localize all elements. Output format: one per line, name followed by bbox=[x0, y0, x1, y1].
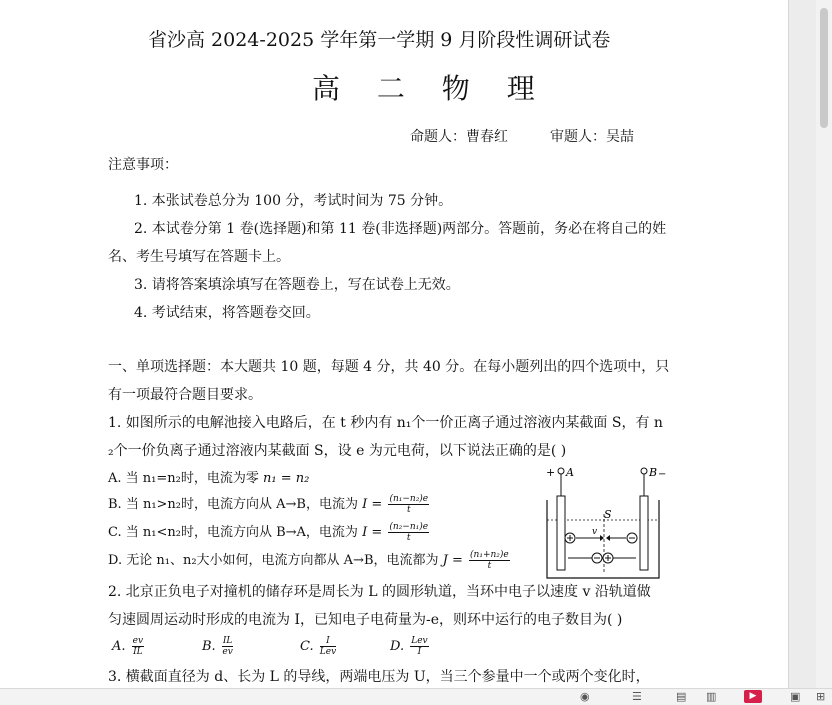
section1-line2: 有一项最符合题目要求。 bbox=[108, 387, 262, 403]
authors-line: 命题人：曹春红 审题人：吴喆 bbox=[410, 129, 634, 145]
q1-stem-line2: ₂个一价负离子通过溶液内某截面 S，设 e 为元电荷，以下说法正确的是( ) bbox=[108, 443, 567, 459]
q1-option-c-den: t bbox=[406, 533, 411, 543]
q3-stem-line1: 3. 横截面直径为 d、长为 L 的导线，两端电压为 U，当三个参量中一个或两个变化时， bbox=[108, 669, 650, 685]
read-view-icon[interactable]: ▤ bbox=[676, 690, 687, 703]
figure-minus-sign: − bbox=[658, 469, 666, 480]
figure-label-s: S bbox=[604, 508, 612, 521]
terminal-b-icon bbox=[641, 468, 647, 474]
q1-option-a-math: n₁ = n₂ bbox=[263, 471, 310, 486]
q1-stem-line1: 1. 如图所示的电解池接入电路后，在 t 秒内有 n₁个一价正离子通过溶液内某截面 S，有 n bbox=[108, 415, 663, 431]
electrode-b bbox=[640, 496, 648, 570]
exam-title: 省沙高 2024-2025 学年第一学期 9 月阶段性调研试卷 bbox=[148, 29, 611, 51]
q2-option-a-fraction bbox=[132, 636, 144, 657]
q2-option-a-num: ev bbox=[132, 636, 144, 646]
q1-option-d[interactable] bbox=[108, 550, 510, 571]
q1-option-b[interactable] bbox=[108, 494, 429, 515]
terminal-a-icon bbox=[558, 468, 564, 474]
q2-stem-line2: 匀速圆周运动时形成的电流为 I，已知电子电荷量为-e，则环中运行的电子数目为( ) bbox=[108, 612, 623, 628]
electrode-a bbox=[557, 496, 565, 570]
focus-icon[interactable]: ◉ bbox=[580, 690, 590, 703]
notice-item-2: 2. 本试卷分第 1 卷(选择题)和第 11 卷(非选择题)两部分。答题前，务必在将自己的姓 bbox=[134, 221, 667, 237]
q2-option-c-num: I bbox=[320, 636, 336, 647]
q2-option-d-num: Lev bbox=[411, 636, 428, 646]
q2-option-b-num: IL bbox=[222, 636, 233, 646]
notice-item-1: 1. 本张试卷总分为 100 分，考试时间为 75 分钟。 bbox=[134, 193, 453, 209]
notice-item-2-cont: 名、考生号填写在答题卡上。 bbox=[108, 249, 290, 265]
q2-option-c-label: C. bbox=[300, 639, 314, 654]
q2-option-c-den: Lev bbox=[319, 647, 337, 657]
q2-option-a-den: IL bbox=[133, 647, 143, 657]
q1-option-b-var: I = bbox=[362, 497, 383, 512]
q1-option-d-var: J = bbox=[442, 553, 463, 568]
q2-option-c-fraction bbox=[320, 636, 336, 657]
q1-option-a-text: A. 当 n₁=n₂时，电流为零 bbox=[108, 471, 259, 486]
notice-item-3: 3. 请将答案填涂填写在答题卷上，写在试卷上无效。 bbox=[134, 277, 460, 293]
section1-line1: 一、单项选择题：本大题共 10 题，每题 4 分，共 40 分。在每小题列出的四个选项中，只 bbox=[108, 359, 670, 375]
q1-option-c-fraction bbox=[388, 522, 429, 543]
notice-heading: 注意事项： bbox=[108, 157, 178, 173]
more-icon[interactable]: ⊞ bbox=[816, 690, 826, 703]
q2-option-b[interactable] bbox=[202, 636, 233, 657]
q1-option-c-num: (n₂−n₁)e bbox=[389, 522, 429, 532]
q2-option-b-den: ev bbox=[222, 647, 233, 657]
q2-option-b-fraction bbox=[222, 636, 234, 657]
figure-label-b: B bbox=[649, 466, 658, 479]
figure-label-v: v bbox=[592, 527, 598, 537]
subject-title: 高 二 物 理 bbox=[312, 72, 549, 105]
q1-option-b-text: B. 当 n₁>n₂时，电流方向从 A→B，电流为 bbox=[108, 497, 358, 512]
columns-icon[interactable]: ▥ bbox=[706, 690, 717, 703]
q1-option-d-den: t bbox=[487, 561, 492, 571]
q1-option-a[interactable] bbox=[108, 470, 309, 488]
q1-option-c[interactable] bbox=[108, 522, 429, 543]
q1-option-c-var: I = bbox=[362, 525, 383, 540]
q1-option-b-num: (n₁−n₂)e bbox=[389, 494, 429, 504]
q1-option-b-den: t bbox=[406, 505, 411, 515]
page-layout-icon[interactable]: ☰ bbox=[632, 690, 642, 703]
scrollbar-thumb[interactable] bbox=[820, 8, 828, 128]
q2-option-d[interactable] bbox=[390, 636, 429, 657]
play-icon[interactable]: ▶ bbox=[744, 690, 762, 703]
q2-option-a[interactable] bbox=[112, 636, 144, 657]
q2-option-c[interactable] bbox=[300, 636, 336, 657]
web-view-icon[interactable]: ▣ bbox=[790, 690, 801, 703]
q2-option-d-fraction bbox=[410, 636, 428, 657]
q2-option-b-label: B. bbox=[202, 639, 216, 654]
q1-option-d-fraction bbox=[469, 550, 510, 571]
status-bar bbox=[0, 688, 832, 705]
q1-option-d-text: D. 无论 n₁、n₂大小如何，电流方向都从 A→B，电流都为 bbox=[108, 553, 439, 568]
positive-ion-arrowhead bbox=[600, 535, 604, 541]
q2-stem-line1: 2. 北京正负电子对撞机的储存环是周长为 L 的圆形轨道，当环中电子以速度 v 沿轨道做 bbox=[108, 584, 651, 600]
q2-option-d-den: I bbox=[417, 647, 422, 657]
electrolytic-cell-figure bbox=[540, 460, 666, 582]
q1-option-c-text: C. 当 n₁<n₂时，电流方向从 B→A，电流为 bbox=[108, 525, 358, 540]
figure-label-a: A bbox=[566, 466, 574, 479]
q2-option-d-label: D. bbox=[390, 639, 405, 654]
q2-option-a-label: A. bbox=[112, 639, 126, 654]
notice-item-4: 4. 考试结束，将答题卷交回。 bbox=[134, 305, 320, 321]
figure-plus-sign: + bbox=[546, 466, 556, 479]
q1-option-d-num: (n₁+n₂)e bbox=[470, 550, 509, 560]
q1-option-b-fraction bbox=[388, 494, 429, 515]
negative-ion-arrowhead bbox=[606, 535, 610, 541]
